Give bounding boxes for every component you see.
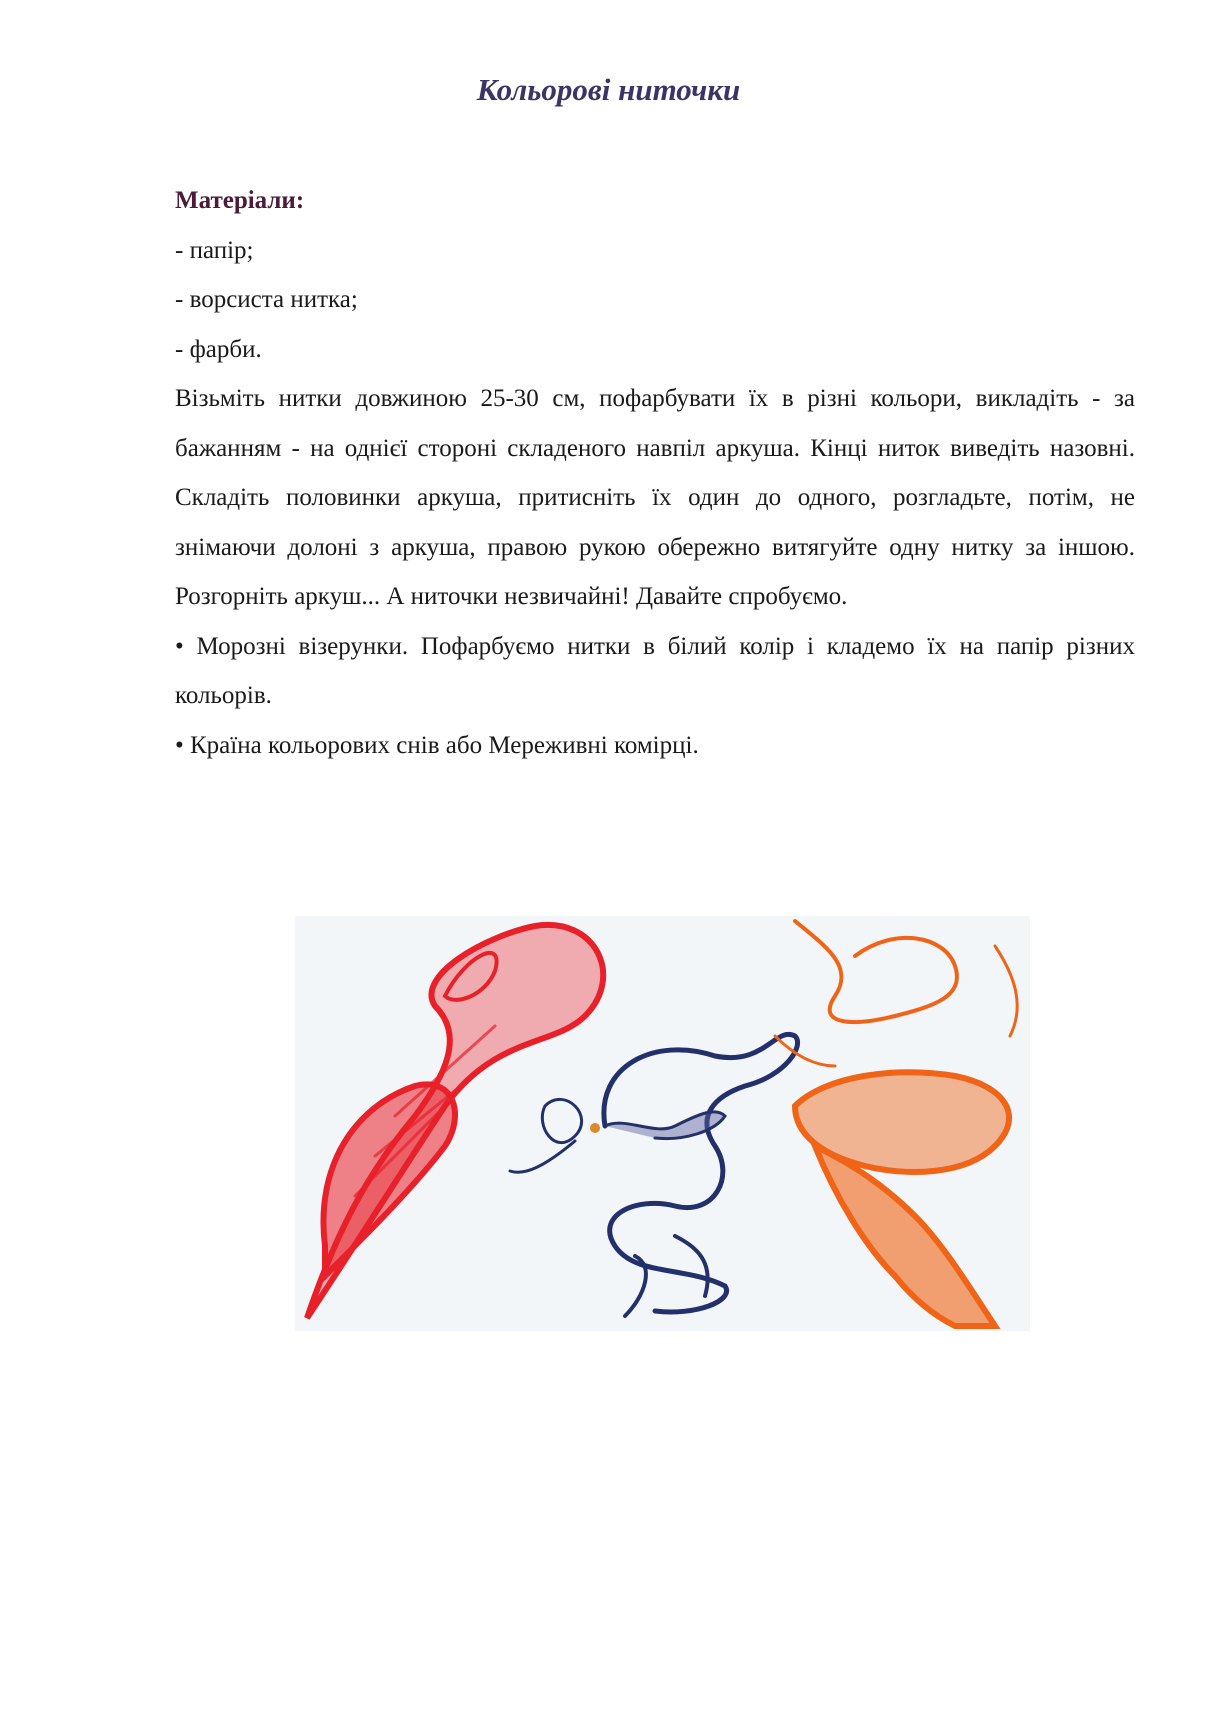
materials-item: - папір; [175, 236, 254, 264]
bullet-item: • Країна кольорових снів або Мереживні комірці. [175, 731, 699, 759]
materials-item: - ворсиста нитка; [175, 286, 358, 313]
thread-painting-image [295, 916, 1030, 1331]
materials-heading: Матеріали: [175, 187, 305, 214]
materials-item: - фарби. [175, 335, 262, 363]
instructions-paragraph: Візьміть нитки довжиною 25-30 см, пофарбувати їх в різні кольори, викладіть - за бажанням - на однієї стороні складеного навпіл аркуша. Кінці ниток виведіть назовні. Складіть половинки аркуша, притисніть їх один до одного, розгладьте, потім, не знімаючи долоні з аркуша, правою рукою обережно витягуйте одну нитку за іншою. Розгорніть аркуш... А ниточки незвичайні! Давайте спробуємо. [175, 385, 1135, 610]
thread-painting-illustration [295, 916, 1030, 1331]
document-body [175, 176, 1135, 770]
bullet-item: • Морозні візерунки. Пофарбуємо нитки в білий колір і кладемо їх на папір різних кольорів. [175, 632, 1135, 709]
page-title: Кольорові ниточки [476, 72, 741, 107]
